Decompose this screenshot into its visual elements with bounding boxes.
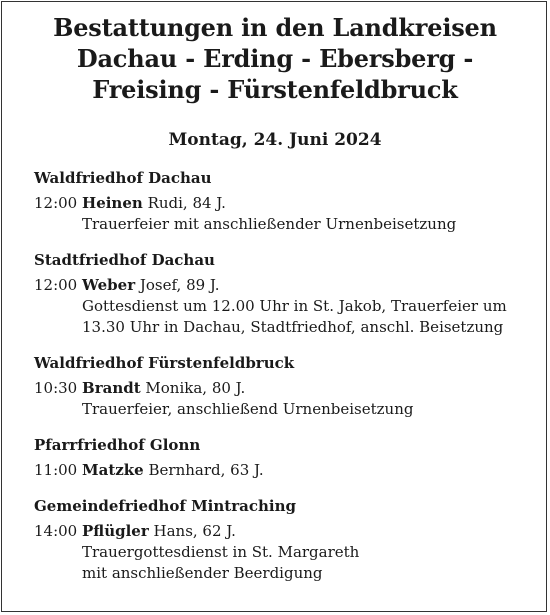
entry-line (34, 521, 530, 542)
burial-entry (34, 193, 530, 235)
ceremony-detail: mit anschließender Beerdigung (82, 564, 323, 582)
deceased-details: Rudi, 84 J. (142, 194, 226, 212)
deceased-surname: Heinen (82, 194, 143, 212)
entry-line (34, 378, 530, 399)
ceremony-detail: 13.30 Uhr in Dachau, Stadtfriedhof, anschl. Beisetzung (82, 318, 504, 336)
cemetery-name: Gemeindefriedhof Mintraching (34, 497, 296, 515)
ceremony-detail: Gottesdienst um 12.00 Uhr in St. Jakob, Trauerfeier um (82, 297, 507, 315)
title-line-3: Freising - Fürstenfeldbruck (92, 75, 458, 104)
burial-time: 14:00 (34, 522, 78, 540)
deceased-details: Josef, 89 J. (135, 276, 220, 294)
notice-date: Montag, 24. Juni 2024 (168, 130, 382, 150)
cemetery-name: Pfarrfriedhof Glonn (34, 436, 201, 454)
cemetery-section (34, 167, 530, 235)
title-line-1: Bestattungen in den Landkreisen (53, 13, 497, 42)
cemetery-section (34, 249, 530, 338)
ceremony-detail: Trauerfeier mit anschließender Urnenbeisetzung (82, 215, 457, 233)
deceased-details: Hans, 62 J. (148, 522, 236, 540)
deceased-surname: Matzke (82, 461, 144, 479)
deceased-surname: Pflügler (82, 522, 149, 540)
title-line-2: Dachau - Erding - Ebersberg - (76, 44, 474, 73)
ceremony-detail: Trauergottesdienst in St. Margareth (82, 543, 360, 561)
deceased-surname: Brandt (82, 379, 141, 397)
cemetery-section (34, 495, 530, 584)
ceremony-detail: Trauerfeier, anschließend Urnenbeisetzung (82, 400, 414, 418)
burial-entry (34, 460, 530, 481)
burial-time: 11:00 (34, 461, 78, 479)
burial-time: 12:00 (34, 194, 78, 212)
burial-entry (34, 275, 530, 338)
burial-entry (34, 521, 530, 584)
deceased-details: Monika, 80 J. (140, 379, 246, 397)
entry-line (34, 460, 530, 481)
burial-time: 12:00 (34, 276, 78, 294)
cemetery-name: Stadtfriedhof Dachau (34, 251, 215, 269)
cemetery-name: Waldfriedhof Fürstenfeldbruck (34, 354, 295, 372)
entry-line (34, 275, 530, 296)
cemetery-section (34, 434, 530, 481)
deceased-surname: Weber (82, 276, 136, 294)
burial-entry (34, 378, 530, 420)
deceased-details: Bernhard, 63 J. (143, 461, 264, 479)
cemetery-name: Waldfriedhof Dachau (34, 169, 212, 187)
entry-line (34, 193, 530, 214)
notice-title (0, 12, 550, 105)
cemetery-section (34, 352, 530, 420)
burial-time: 10:30 (34, 379, 78, 397)
